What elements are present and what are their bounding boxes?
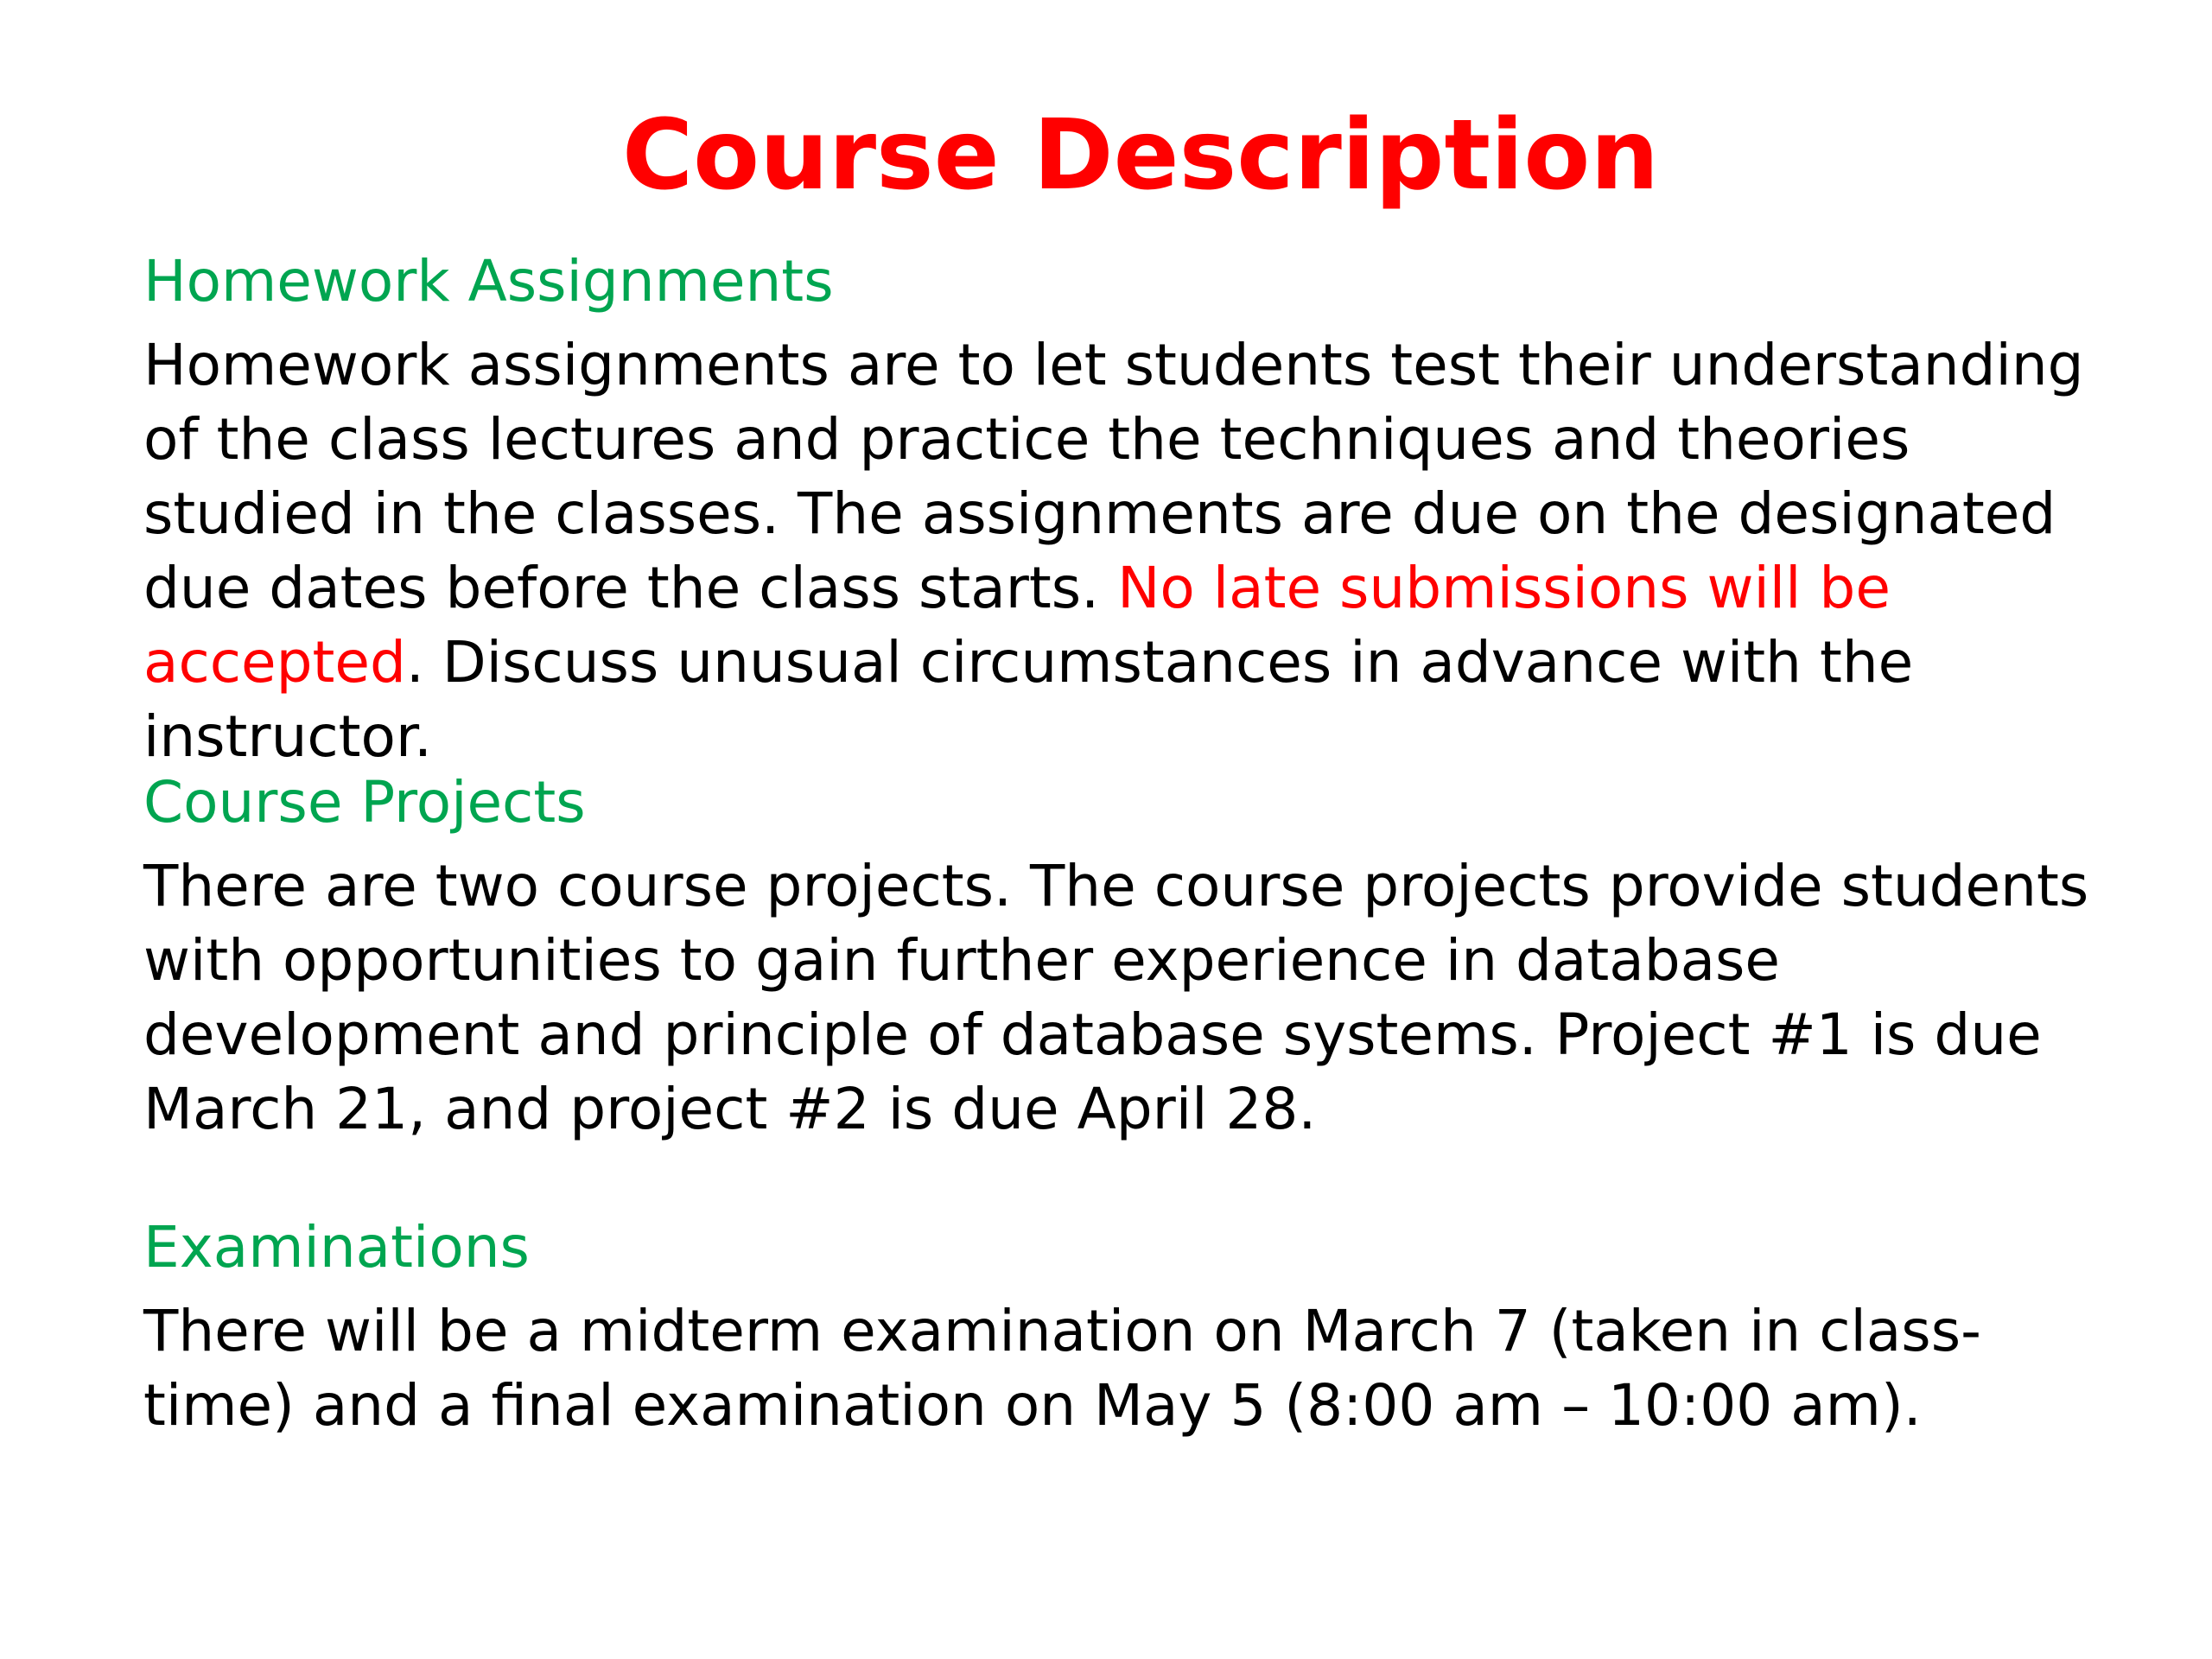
section-heading: Examinations — [143, 1214, 530, 1281]
section-course-projects — [143, 763, 2113, 1147]
late-policy-highlight: No late submissions will be accepted — [143, 555, 1891, 696]
body-text: Homework assignments are to let students test their understanding of the class lectures and practice the techniques and theories studied in the classes. The assignments are due on the designated due dates before the class starts. — [143, 332, 2084, 621]
section-body: There are two course projects. The course projects provide students with opportunities to gain further experience in database development and principle of database systems. Project #1 is due March 21, and project #2 is due April 28. — [143, 853, 2089, 1142]
section-heading: Homework Assignments — [143, 248, 834, 315]
section-body — [143, 328, 2113, 774]
section-body: There will be a midterm examination on March 7 (taken in class-time) and a final examination on May 5 (8:00 am – 10:00 am). — [143, 1298, 1981, 1439]
section-examinations — [143, 1208, 2113, 1443]
body-text: . Discuss unusual circumstances in advance with the instructor. — [143, 629, 1914, 770]
section-homework-assignments — [143, 242, 2113, 774]
section-heading: Course Projects — [143, 769, 586, 836]
slide-title: Course Description — [621, 99, 1660, 212]
